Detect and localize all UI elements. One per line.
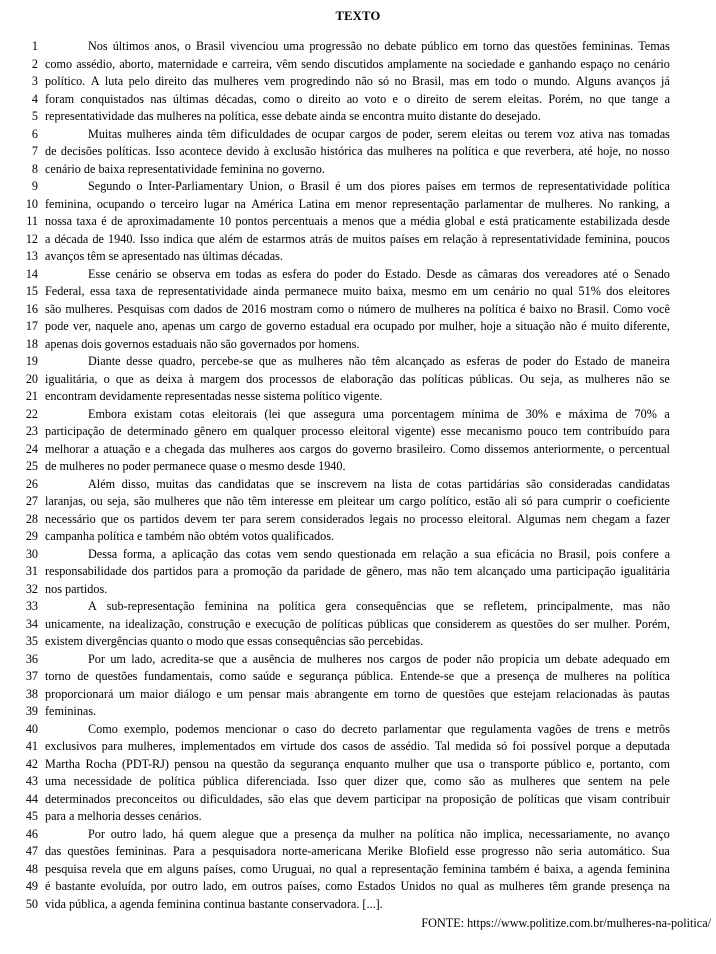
line-content xyxy=(38,178,670,196)
line-text: avanços têm se apresentado nas últimas décadas. xyxy=(45,249,283,263)
text-line xyxy=(0,91,716,109)
text-line xyxy=(0,441,716,459)
line-number: 2 xyxy=(31,56,38,71)
line-text: Além disso, muitas das candidatas que se inscrevem na lista de cotas partidárias são consideradas candidatas xyxy=(88,476,670,491)
line-content xyxy=(38,511,670,529)
text-line xyxy=(0,248,716,266)
line-content xyxy=(38,651,670,669)
line-text: proporcionará um maior diálogo e um pensar mais abrangente em torno de questões que estejam relacionadas às pautas xyxy=(45,686,670,701)
line-content xyxy=(38,773,670,791)
line-number: 8 xyxy=(31,161,38,176)
line-text: femininas. xyxy=(45,704,97,718)
line-number: 37 xyxy=(25,669,38,683)
line-content xyxy=(38,756,670,774)
text-line xyxy=(0,616,716,634)
line-number: 36 xyxy=(25,651,38,666)
line-content xyxy=(38,598,670,616)
line-content xyxy=(38,441,670,459)
line-content xyxy=(38,668,670,686)
line-content xyxy=(38,108,670,126)
text-line xyxy=(0,161,716,179)
text-line xyxy=(0,791,716,809)
line-content xyxy=(38,196,670,214)
line-content xyxy=(38,581,670,599)
line-number: 9 xyxy=(31,179,38,193)
text-line xyxy=(0,406,716,424)
line-text: Diante desse quadro, percebe-se que as mulheres não têm alcançado as esferas de poder do Estado de maneira xyxy=(88,354,670,368)
line-text: torno de questões fundamentais, como saúde e segurança pública. Entende-se que a presença de mulheres na política xyxy=(45,669,670,683)
line-number: 18 xyxy=(25,336,38,351)
text-line xyxy=(0,633,716,651)
line-content xyxy=(38,388,670,406)
line-number: 43 xyxy=(25,774,38,788)
line-number: 47 xyxy=(25,844,38,858)
line-text: igualitária, o que as deixa à margem dos processos de elaboração das políticas públicas. Ou seja, as mulheres não se xyxy=(45,371,670,386)
line-text: Martha Rocha (PDT-RJ) pensou na questão da segurança enquanto mulher que usa o transporte público e, portanto, com xyxy=(45,756,670,771)
line-text: Muitas mulheres ainda têm dificuldades de ocupar cargos de poder, serem eleitas ou terem voz ativa nas tomadas xyxy=(88,126,670,141)
line-number: 40 xyxy=(25,721,38,736)
line-number: 7 xyxy=(31,144,38,158)
text-line xyxy=(0,476,716,494)
line-text: Federal, essa taxa de representatividade ainda permanece muito baixa, mesmo em um cenário no qual 51% dos eleitores xyxy=(45,284,670,298)
line-text: vida pública, a agenda feminina continua bastante conservadora. [...]. xyxy=(45,896,383,911)
line-text: responsabilidade dos partidos para a promoção da paridade de gênero, mas não tem alcançado uma participação igualitária xyxy=(45,564,670,578)
line-content xyxy=(38,38,670,56)
line-text: feminina, ocupando o terceiro lugar na América Latina em menor representação parlamentar de mulheres. No ranking, a xyxy=(45,196,670,211)
line-number: 1 xyxy=(31,39,38,53)
text-line xyxy=(0,283,716,301)
text-line xyxy=(0,493,716,511)
line-number: 17 xyxy=(25,319,38,333)
line-text: campanha política e também não obtém votos qualificados. xyxy=(45,529,335,543)
line-content xyxy=(38,843,670,861)
line-number: 44 xyxy=(25,791,38,806)
line-content xyxy=(38,336,670,354)
line-content xyxy=(38,493,670,511)
text-line xyxy=(0,388,716,406)
line-content xyxy=(38,703,670,721)
line-text: encontram devidamente representadas nesse sistema político vigente. xyxy=(45,389,383,403)
line-number: 49 xyxy=(25,879,38,893)
line-number: 4 xyxy=(31,91,38,106)
line-content xyxy=(38,423,670,441)
line-number: 33 xyxy=(25,599,38,613)
line-text: de decisões políticas. Isso acontece devido à exclusão histórica das mulheres na política e que reverbera, até hoje, no nosso xyxy=(45,144,670,158)
text-line xyxy=(0,563,716,581)
line-number: 35 xyxy=(25,634,38,648)
text-line xyxy=(0,686,716,704)
text-line xyxy=(0,213,716,231)
line-text: A sub-representação feminina na política gera consequências que se refletem, principalmente, mas não xyxy=(88,599,670,613)
line-content xyxy=(38,283,670,301)
line-content xyxy=(38,213,670,231)
line-content xyxy=(38,126,670,144)
line-content xyxy=(38,143,670,161)
line-number: 6 xyxy=(31,126,38,141)
line-number: 25 xyxy=(25,459,38,473)
line-text: como assédio, aborto, maternidade e carreira, vêm sendo discutidos amplamente na sociedade e ganhando espaço no cenário xyxy=(45,56,670,71)
line-number: 15 xyxy=(25,284,38,298)
line-text: representatividade das mulheres na política, esse debate ainda se encontra muito distante do desejado. xyxy=(45,109,541,123)
line-number: 22 xyxy=(25,406,38,421)
line-content xyxy=(38,406,670,424)
line-text: Dessa forma, a aplicação das cotas vem sendo questionada em relação a sua eficácia no Brasil, pois confere a xyxy=(88,546,670,561)
line-number: 23 xyxy=(25,424,38,438)
line-content xyxy=(38,808,670,826)
text-line xyxy=(0,371,716,389)
text-line xyxy=(0,266,716,284)
text-line xyxy=(0,38,716,56)
line-number: 29 xyxy=(25,529,38,543)
line-number: 30 xyxy=(25,546,38,561)
line-number: 12 xyxy=(25,231,38,246)
line-text: para a melhoria desses cenários. xyxy=(45,809,202,823)
text-line xyxy=(0,56,716,74)
line-text: cenário de baixa representatividade feminina no governo. xyxy=(45,161,325,176)
line-number: 48 xyxy=(25,861,38,876)
line-text: participação de determinado gênero em qualquer processo eleitoral vigente) esse mecanismo pouco tem contribuído para xyxy=(45,424,670,438)
line-number: 50 xyxy=(25,896,38,911)
line-number: 16 xyxy=(25,301,38,316)
line-number: 11 xyxy=(26,214,38,228)
line-content xyxy=(38,738,670,756)
line-text: nossa taxa é de aproximadamente 10 pontos percentuais a menos que a média global e está praticamente estabilizada desde xyxy=(45,214,670,228)
text-line xyxy=(0,861,716,879)
line-number: 38 xyxy=(25,686,38,701)
line-text: nos partidos. xyxy=(45,581,108,596)
text-line xyxy=(0,826,716,844)
line-content xyxy=(38,56,670,74)
text-line xyxy=(0,808,716,826)
text-line xyxy=(0,108,716,126)
text-line xyxy=(0,336,716,354)
line-text: uma necessidade de política pública diferenciada. Isso quer dizer que, como são as mulheres que sentem na pele xyxy=(45,774,670,788)
line-text: Por outro lado, há quem alegue que a presença da mulher na política não implica, necessariamente, no avanço xyxy=(88,826,670,841)
text-line xyxy=(0,878,716,896)
line-text: laranjas, ou seja, são mulheres que não têm interesse em pleitear um cargo político, estão ali só para cumprir o coeficiente xyxy=(45,494,670,508)
line-content xyxy=(38,371,670,389)
line-number: 27 xyxy=(25,494,38,508)
line-text: necessário que os partidos devem ter para serem considerados legais no processo eleitoral. Algumas nem chegam a fazer xyxy=(45,511,670,526)
line-text: Nos últimos anos, o Brasil vivenciou uma progressão no debate público em torno das questões femininas. Temas xyxy=(88,39,670,53)
line-content xyxy=(38,633,670,651)
line-number: 42 xyxy=(25,756,38,771)
text-line xyxy=(0,353,716,371)
text-line xyxy=(0,73,716,91)
line-content xyxy=(38,861,670,879)
text-line xyxy=(0,668,716,686)
line-content xyxy=(38,266,670,284)
line-number: 21 xyxy=(25,389,38,403)
text-line xyxy=(0,423,716,441)
text-line xyxy=(0,598,716,616)
text-line xyxy=(0,196,716,214)
numbered-text-body xyxy=(0,38,716,913)
text-line xyxy=(0,511,716,529)
line-content xyxy=(38,791,670,809)
line-content xyxy=(38,528,670,546)
line-content xyxy=(38,546,670,564)
line-text: exclusivos para mulheres, implementados em virtude dos casos de assédio. Tal medida só foi possível porque a deputada xyxy=(45,739,670,753)
line-number: 46 xyxy=(25,826,38,841)
text-line xyxy=(0,773,716,791)
line-text: determinados preconceitos ou dificuldades, são elas que devem participar na proposição de políticas que visam contribuir xyxy=(45,791,670,806)
text-line xyxy=(0,126,716,144)
line-text: é bastante evoluída, por outro lado, em outros países, como Estados Unidos no qual as mulheres têm grande presença na xyxy=(45,879,670,893)
text-line xyxy=(0,231,716,249)
line-number: 39 xyxy=(25,704,38,718)
line-text: são mulheres. Pesquisas com dados de 2016 mostram como o número de mulheres na política é baixo no Brasil. Como você xyxy=(45,301,670,316)
line-text: político. A luta pelo direito das mulheres vem progredindo não só no Brasil, mas em todo o mundo. Alguns avanços já xyxy=(45,74,670,88)
line-number: 34 xyxy=(25,616,38,631)
line-number: 19 xyxy=(25,354,38,368)
line-number: 20 xyxy=(25,371,38,386)
line-content xyxy=(38,318,670,336)
line-content xyxy=(38,616,670,634)
line-text: pesquisa revela que em alguns países, como Uruguai, no qual a representação feminina também é baixa, a agenda feminina xyxy=(45,861,670,876)
line-number: 14 xyxy=(25,266,38,281)
line-content xyxy=(38,91,670,109)
text-line xyxy=(0,651,716,669)
line-text: pode ver, naquele ano, apenas um cargo de governo estadual era ocupado por mulher, hoje a situação não é muito diferente, xyxy=(45,319,670,333)
line-text: Embora existam cotas eleitorais (lei que assegura uma porcentagem mínima de 30% e máxima de 70% a xyxy=(88,406,670,421)
line-text: Como exemplo, podemos mencionar o caso do decreto parlamentar que regulamenta vagões de trens e metrôs xyxy=(88,721,670,736)
line-content xyxy=(38,248,670,266)
text-line xyxy=(0,143,716,161)
line-number: 5 xyxy=(31,109,38,123)
source-attribution-row xyxy=(0,914,716,933)
line-text: existem divergências quanto o modo que essas consequências são percebidas. xyxy=(45,634,424,648)
text-line xyxy=(0,528,716,546)
line-text: foram conquistados nas últimas décadas, como o direito ao voto e o direito de serem eleitas. Porém, no que tange a xyxy=(45,91,670,106)
text-line xyxy=(0,721,716,739)
line-number: 26 xyxy=(25,476,38,491)
text-line xyxy=(0,318,716,336)
source-attribution: FONTE: https://www.politize.com.br/mulheres-na-politica/ xyxy=(421,916,711,930)
line-text: Por um lado, acredita-se que a ausência de mulheres nos cargos de poder não propicia um debate adequado em xyxy=(88,651,670,666)
line-number: 3 xyxy=(31,74,38,88)
line-number: 32 xyxy=(25,581,38,596)
line-text: Segundo o Inter-Parliamentary Union, o Brasil é um dos piores países em termos de representatividade política xyxy=(88,179,670,193)
line-text: de mulheres no poder permanece quase o mesmo desde 1940. xyxy=(45,459,346,473)
text-line xyxy=(0,843,716,861)
line-content xyxy=(38,826,670,844)
text-line xyxy=(0,546,716,564)
text-line xyxy=(0,756,716,774)
line-content xyxy=(38,73,670,91)
text-line xyxy=(0,581,716,599)
line-text: a década de 1940. Isso indica que além de estarmos atrás de muitos países em relação à representatividade feminina, poucos xyxy=(45,231,670,246)
line-number: 24 xyxy=(25,441,38,456)
line-content xyxy=(38,721,670,739)
page-title: TEXTO xyxy=(335,9,381,23)
line-text: apenas dois governos estaduais não são governados por homens. xyxy=(45,336,360,351)
line-content xyxy=(38,686,670,704)
text-line xyxy=(0,896,716,914)
line-number: 10 xyxy=(25,196,38,211)
line-content xyxy=(38,353,670,371)
line-content xyxy=(38,878,670,896)
text-line xyxy=(0,738,716,756)
text-line xyxy=(0,301,716,319)
line-text: unicamente, na idealização, construção e execução de políticas públicas que considerem as questões do ser mulher. Porém, xyxy=(45,616,670,631)
line-content xyxy=(38,301,670,319)
line-content xyxy=(38,231,670,249)
line-content xyxy=(38,563,670,581)
line-text: melhorar a atuação e a chegada das mulheres aos cargos do governo brasileiro. Como dissemos anteriormente, o percentual xyxy=(45,441,670,456)
line-number: 28 xyxy=(25,511,38,526)
line-content xyxy=(38,161,670,179)
line-number: 45 xyxy=(25,809,38,823)
line-content xyxy=(38,458,670,476)
line-text: das questões femininas. Para a pesquisadora norte-americana Merike Blofield esse progresso não seria automático. Sua xyxy=(45,844,670,858)
text-line xyxy=(0,178,716,196)
text-line xyxy=(0,458,716,476)
line-number: 41 xyxy=(25,739,38,753)
line-content xyxy=(38,476,670,494)
line-text: Esse cenário se observa em todas as esfera do poder do Estado. Desde as câmaras dos vereadores até o Senado xyxy=(88,266,670,281)
text-line xyxy=(0,703,716,721)
line-number: 13 xyxy=(25,249,38,263)
line-content xyxy=(38,896,670,914)
line-number: 31 xyxy=(25,564,38,578)
